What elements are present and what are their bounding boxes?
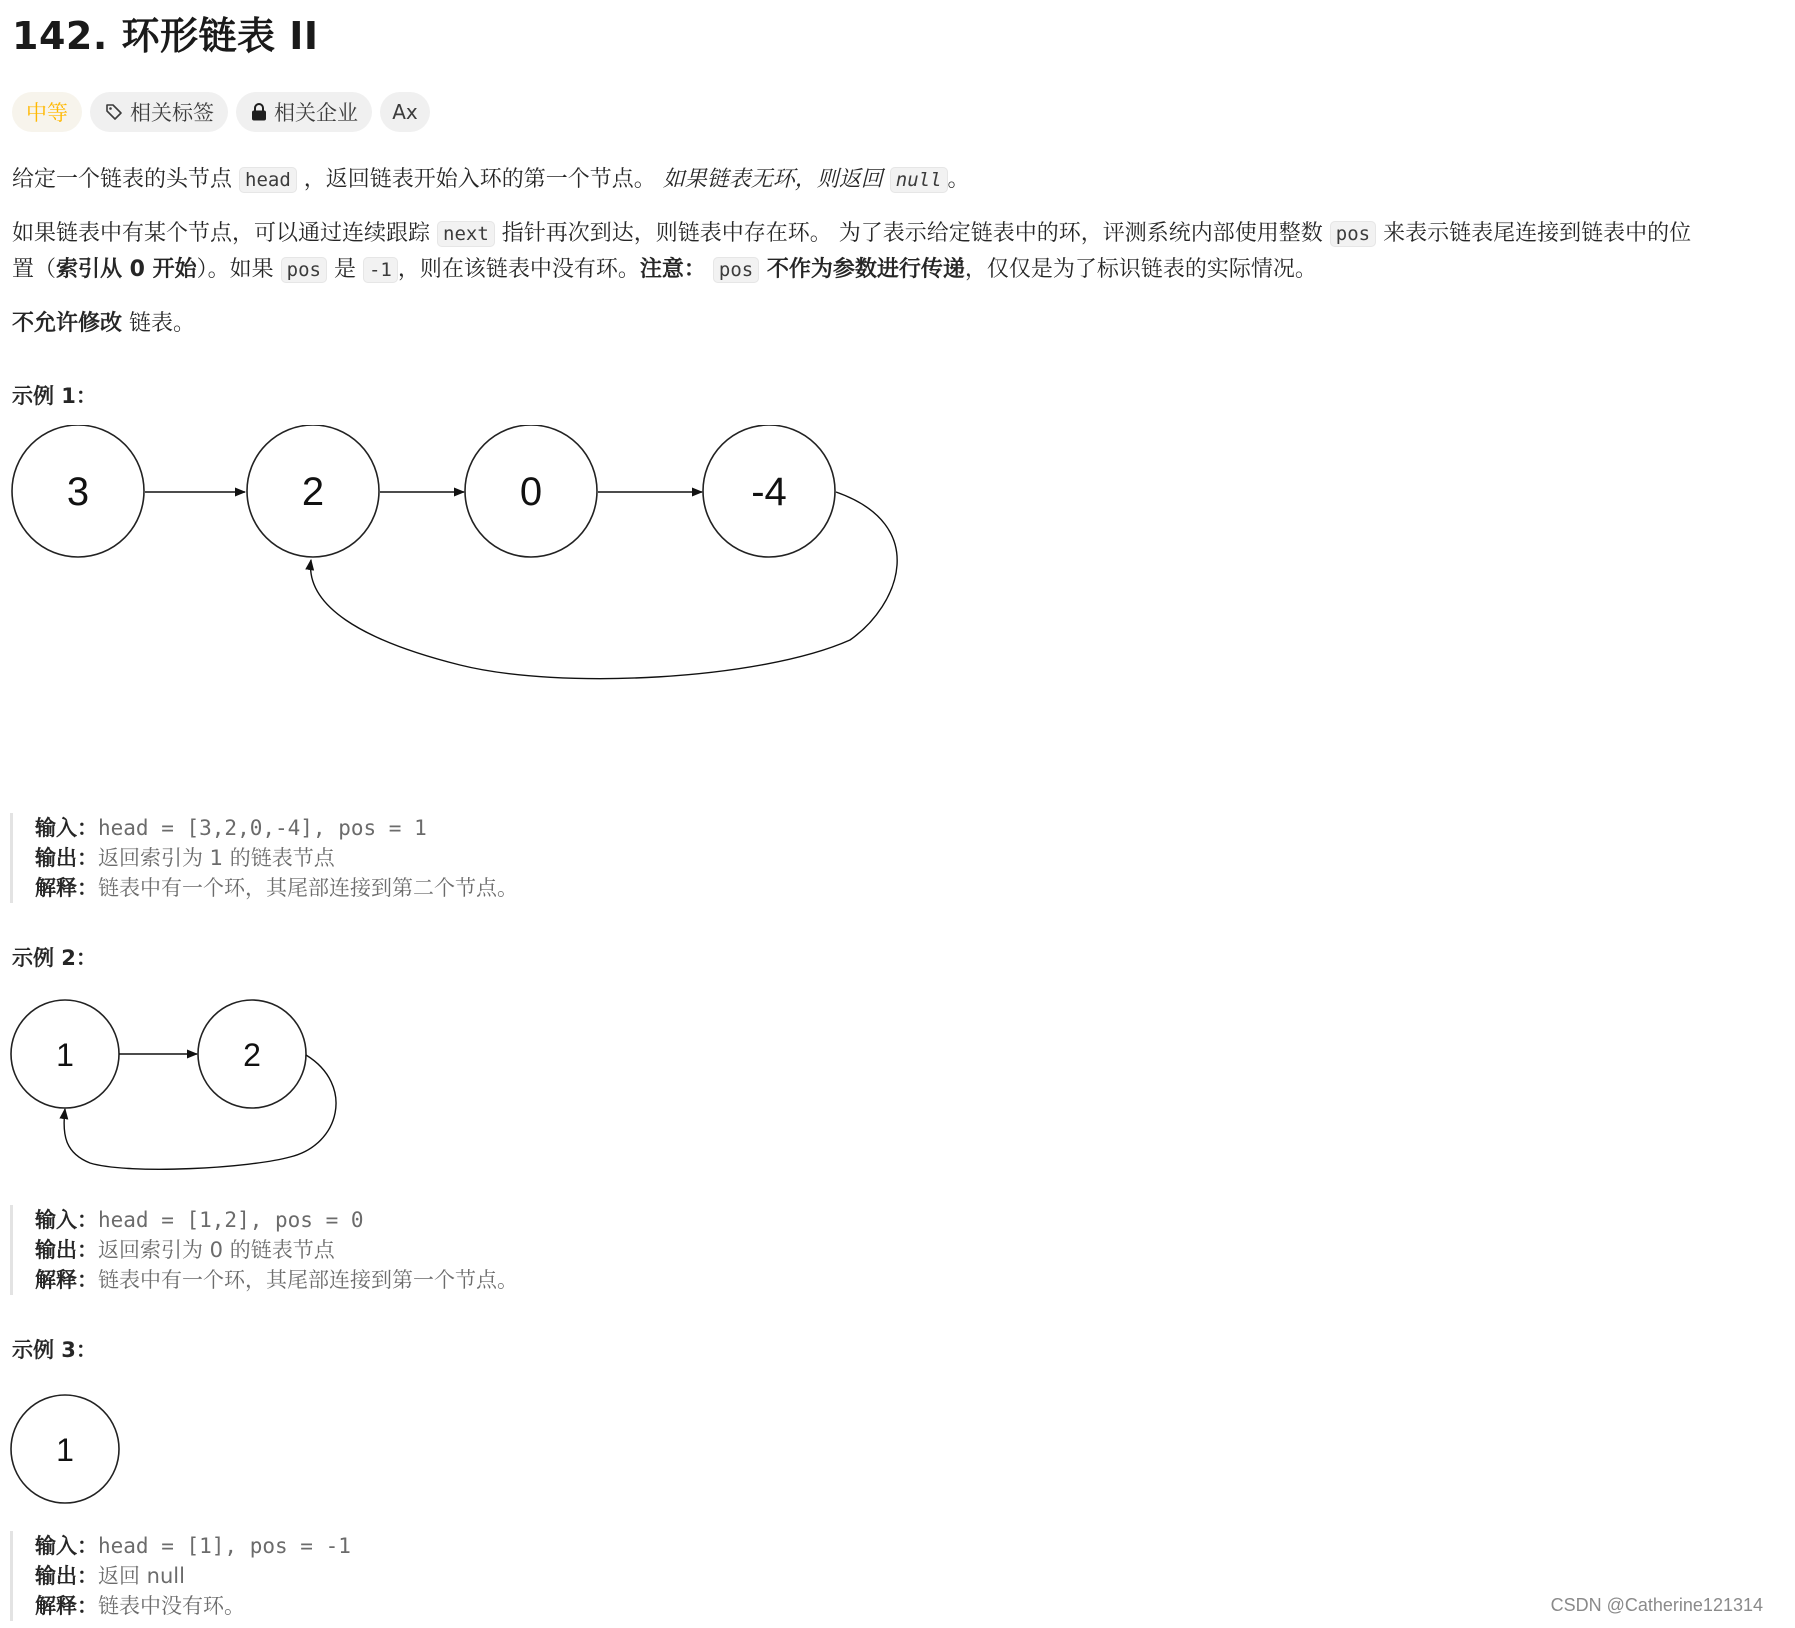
code-null: null — [890, 167, 948, 193]
svg-text:1: 1 — [56, 1432, 74, 1468]
code-head: head — [239, 167, 297, 193]
related-topics-label: 相关标签 — [130, 101, 214, 125]
example-1-io: 输入：head = [3,2,0,-4], pos = 1 输出：返回索引为 1 的链表节点 解释：链表中有一个环，其尾部连接到第二个节点。 — [10, 813, 518, 903]
related-companies-button[interactable] — [236, 92, 372, 132]
no-cycle-note: 如果链表无环，则返回 null — [663, 167, 948, 192]
code-next: next — [437, 221, 495, 247]
node-1 — [11, 1000, 119, 1108]
svg-text:2: 2 — [301, 470, 325, 514]
node-3 — [12, 425, 144, 557]
example-2-io: 输入：head = [1,2], pos = 0 输出：返回索引为 0 的链表节点 解释：链表中有一个环，其尾部连接到第一个节点。 — [10, 1205, 518, 1295]
problem-title: 142. 环形链表 II — [12, 14, 319, 58]
difficulty-badge[interactable]: 中等 — [12, 92, 82, 132]
code-pos: pos — [1330, 221, 1376, 247]
example-3-io: 输入：head = [1], pos = -1 输出：返回 null 解释：链表中没有环。 — [10, 1531, 351, 1621]
svg-text:-4: -4 — [751, 470, 787, 514]
svg-text:1: 1 — [56, 1037, 74, 1073]
example-3-diagram — [0, 1390, 140, 1520]
translate-icon: Ax — [392, 100, 418, 124]
example-2-diagram — [0, 995, 380, 1185]
related-companies-label: 相关企业 — [274, 101, 358, 125]
csdn-watermark: CSDN @Catherine121314 — [1550, 1595, 1763, 1615]
svg-text:0: 0 — [519, 470, 543, 514]
description-paragraph-1: 给定一个链表的头节点 head ，返回链表开始入环的第一个节点。 如果链表无环，则返回 null 。 — [12, 167, 970, 192]
example-1-title: 示例 1： — [12, 384, 97, 408]
svg-text:3: 3 — [66, 470, 90, 514]
tag-bar — [12, 92, 1783, 132]
lock-icon — [250, 102, 268, 122]
node-2 — [247, 425, 379, 557]
problem-page — [0, 0, 1795, 341]
example-3-title: 示例 3： — [12, 1338, 97, 1362]
description-paragraph-3: 不允许修改 链表。 — [12, 311, 196, 336]
example-1-diagram — [0, 425, 900, 685]
node-neg4 — [703, 425, 835, 557]
node-0 — [465, 425, 597, 557]
tag-icon — [104, 102, 124, 122]
node-2 — [198, 1000, 306, 1108]
svg-text:2: 2 — [243, 1037, 261, 1073]
example-2-title: 示例 2： — [12, 946, 97, 970]
description-paragraph-2: 如果链表中有某个节点，可以通过连续跟踪 next 指针再次到达，则链表中存在环。 为了表示给定链表中的环，评测系统内部使用整数 pos 来表示链表尾连接到链表中的位 置（索引从 0 开始）。如果 pos 是 -1 ，则在该链表中没有环。注意： pos 不作为参数进行传递，仅仅是为了标识链表的实际情况。 — [12, 221, 1692, 282]
translate-button[interactable] — [380, 92, 430, 132]
node-1 — [11, 1395, 119, 1503]
related-topics-button[interactable] — [90, 92, 228, 132]
